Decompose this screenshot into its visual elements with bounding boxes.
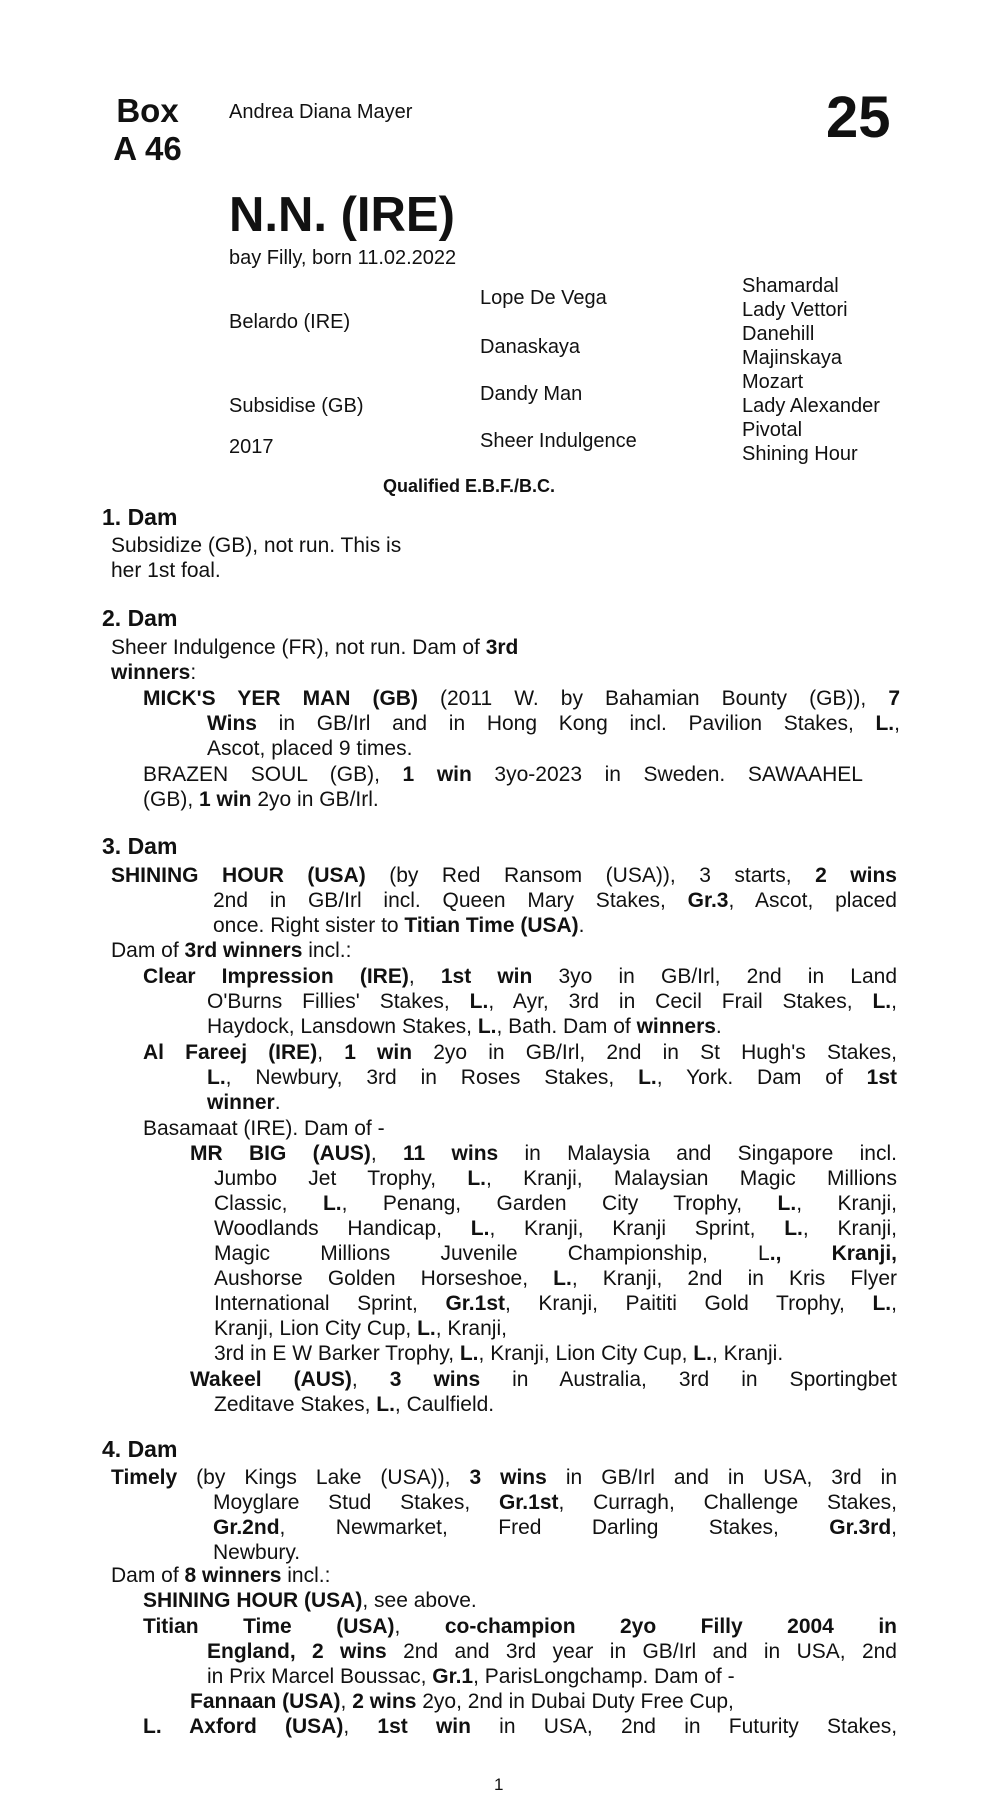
pedigree-gen2-4: Sheer Indulgence — [480, 430, 637, 452]
section-title-dam4: 4. Dam — [102, 1436, 178, 1462]
dam4-timely: Timely (by Kings Lake (USA)), 3 wins in GB/Irl and in USA, 3rd in Moyglare Stud Stakes, Gr.1st, Curragh, Challenge Stakes, Gr.2nd, Newmarket, Fred Darling Stakes, Gr.3rd, Newbury. — [111, 1466, 898, 1564]
dam4-dam-of: Dam of 8 winners incl.: — [111, 1564, 331, 1587]
dam2-offspring-micks-yer-man: MICK'S YER MAN (GB) (2011 W. by Bahamian Bounty (GB)), 7 Wins in GB/Irl and in Hong Kong incl. Pavilion Stakes, L., Ascot, placed 9 times. — [143, 687, 900, 760]
pedigree-gen3-4: Majinskaya — [742, 347, 843, 369]
section-title-dam1: 1. Dam — [102, 504, 178, 530]
dam3-shining-hour: SHINING HOUR (USA) (by Red Ransom (USA)), 3 starts, 2 wins 2nd in GB/Irl incl. Queen Mary Stakes, Gr.3, Ascot, placed once. Right sister to Titian Time (USA). — [111, 864, 897, 937]
dam2-intro: Sheer Indulgence (FR), not run. Dam of 3rd winners: — [111, 636, 519, 684]
pedigree-gen2-2: Danaskaya — [480, 336, 581, 358]
lot-number: 25 — [826, 85, 891, 150]
qualified-note: Qualified E.B.F./B.C. — [383, 476, 556, 496]
pedigree-sire: Belardo (IRE) — [229, 311, 351, 333]
dam1-text-line1: Subsidize (GB), not run. This is — [111, 534, 402, 557]
pedigree-gen3-8: Shining Hour — [742, 443, 858, 465]
owner-name: Andrea Diana Mayer — [229, 101, 413, 123]
section-title-dam2: 2. Dam — [102, 605, 178, 631]
pedigree-gen3-7: Pivotal — [742, 419, 803, 441]
dam4-offspring-shining-hour: SHINING HOUR (USA), see above. — [143, 1589, 477, 1612]
dam1-text — [111, 533, 471, 583]
box-label — [100, 92, 195, 168]
pedigree-dam-year: 2017 — [229, 436, 274, 458]
pedigree-gen3-list — [742, 274, 880, 466]
pedigree-gen2-3: Dandy Man — [480, 383, 583, 405]
section-title-dam3: 3. Dam — [102, 833, 178, 859]
dam3-offspring-al-fareej: Al Fareej (IRE), 1 win 2yo in GB/Irl, 2nd in St Hugh's Stakes, L., Newbury, 3rd in Roses Stakes, L., York. Dam of 1st winner. — [143, 1041, 898, 1114]
horse-description: bay Filly, born 11.02.2022 — [229, 247, 457, 269]
box-label-line2: A 46 — [113, 130, 182, 167]
dam3-offspring-mr-big: MR BIG (AUS), 11 wins in Malaysia and Singapore incl. Jumbo Jet Trophy, L., Kranji, Malaysian Magic Millions Classic, L., Penang, Garden City Trophy, L., Kranji, Woodlands Handicap, L., Kranji, Kranji Sprint, L., Kranji, Magic Millions Juvenile Championship, L., Kranji, Aushorse Golden Horseshoe, L., Kranji, 2nd in Kris Flyer International Sprint, Gr.1st, Kranji, Paititi Gold Trophy, L., Kranji, Lion City Cup, L., Kranji, 3rd in E W Barker Trophy, L., Kranji, Lion City Cup, L., Kranji. — [190, 1142, 897, 1365]
dam3-basamaat: Basamaat (IRE). Dam of - — [143, 1117, 385, 1140]
dam4-offspring-fannaan: Fannaan (USA), 2 wins 2yo, 2nd in Dubai Duty Free Cup, — [190, 1690, 734, 1713]
dam1-text-line2: her 1st foal. — [111, 559, 221, 582]
page-number: 1 — [494, 1775, 504, 1794]
dam2-offspring-brazen-soul: BRAZEN SOUL (GB), 1 win 3yo-2023 in Sweden. SAWAAHEL (GB), 1 win 2yo in GB/Irl. — [143, 763, 863, 811]
pedigree-gen3-3: Danehill — [742, 323, 815, 345]
dam4-offspring-titian-time: Titian Time (USA), co-champion 2yo Filly 2004 in England, 2 wins 2nd and 3rd year in GB/Irl and in USA, 2nd in Prix Marcel Boussac, Gr.1, ParisLongchamp. Dam of - — [143, 1615, 897, 1688]
dam4-offspring-axford: L. Axford (USA), 1st win in USA, 2nd in Futurity Stakes, — [143, 1715, 898, 1738]
pedigree-dam: Subsidise (GB) — [229, 395, 364, 417]
dam3-dam-of: Dam of 3rd winners incl.: — [111, 939, 352, 962]
pedigree-gen3-5: Mozart — [742, 371, 804, 393]
dam3-offspring-clear-impression: Clear Impression (IRE), 1st win 3yo in GB/Irl, 2nd in Land O'Burns Fillies' Stakes, L., Ayr, 3rd in Cecil Frail Stakes, L., Haydock, Lansdown Stakes, L., Bath. Dam of winners. — [143, 965, 898, 1038]
pedigree-gen2-1: Lope De Vega — [480, 287, 607, 309]
pedigree-gen3-2: Lady Vettori — [742, 299, 848, 321]
dam3-offspring-wakeel: Wakeel (AUS), 3 wins in Australia, 3rd in Sportingbet Zeditave Stakes, L., Caulfield. — [190, 1368, 897, 1416]
horse-name: N.N. (IRE) — [229, 188, 455, 242]
pedigree-gen3-1: Shamardal — [742, 275, 839, 297]
box-label-line1: Box — [116, 92, 179, 129]
pedigree-gen3-6: Lady Alexander — [742, 395, 880, 417]
